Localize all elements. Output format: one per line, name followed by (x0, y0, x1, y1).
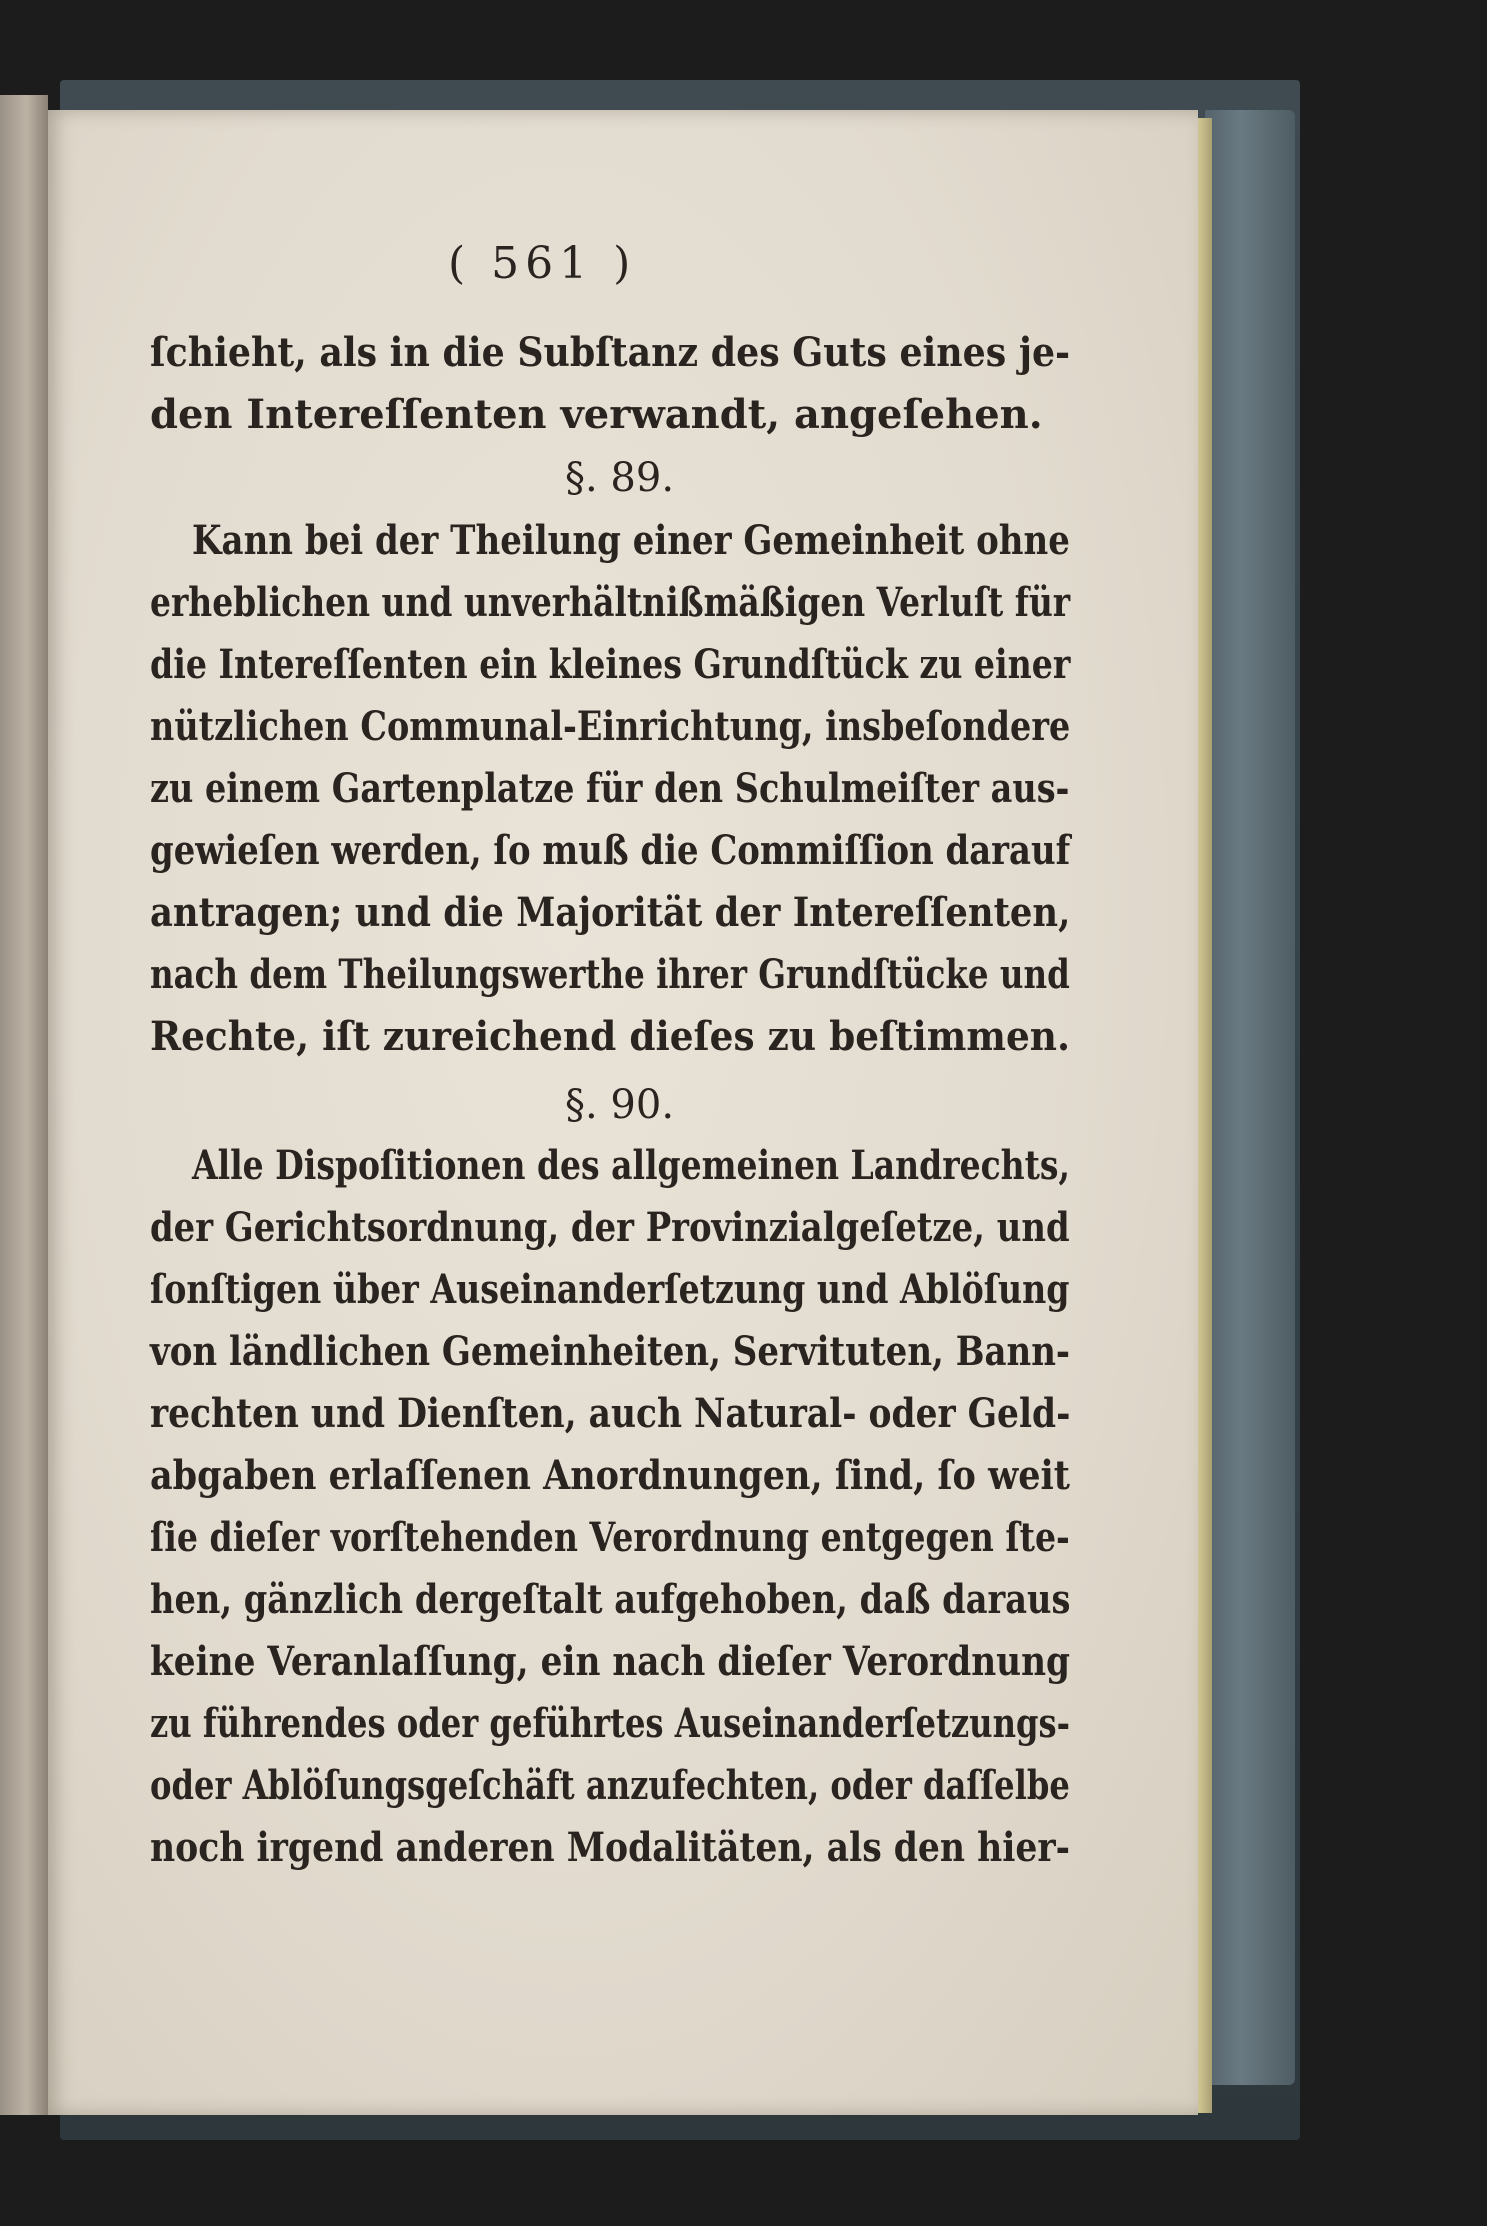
book-page (48, 110, 1198, 2115)
text-line: nach dem Theilungswerthe ihrer Grundſtücke und (150, 951, 1070, 998)
section-heading-90: §. 90. (565, 1082, 675, 1128)
text-line: keine Veranlaſſung, ein nach dieſer Verordnung (150, 1638, 1071, 1685)
text-line: ſchieht, als in die Subſtanz des Guts eines je- (150, 329, 1071, 376)
text-line: antragen; und die Majorität der Intereſſenten, (150, 889, 1071, 936)
text-line: abgaben erlaſſenen Anordnungen, ſind, ſo weit (150, 1452, 1070, 1499)
text-line: gewieſen werden, ſo muß die Commiſſion darauf (150, 827, 1071, 874)
cover-board-edge (1205, 110, 1295, 2085)
text-line: oder Ablöſungsgeſchäft anzufechten, oder daſſelbe (150, 1762, 1070, 1809)
page-number: ( 561 ) (448, 238, 637, 289)
text-line: Kann bei der Theilung einer Gemeinheit ohne (192, 517, 1070, 564)
text-line: von ländlichen Gemeinheiten, Servituten, Bann- (150, 1328, 1071, 1375)
text-line: nützlichen Communal-Einrichtung, insbeſondere (150, 703, 1071, 750)
text-line: ſie dieſer vorſtehenden Verordnung entgegen ſte- (150, 1514, 1070, 1561)
text-line: zu einem Gartenplatze für den Schulmeiſter aus- (150, 765, 1070, 812)
text-line: Rechte, iſt zureichend dieſes zu beſtimmen. (150, 1013, 1071, 1060)
text-line: ſonſtigen über Auseinanderſetzung und Ablöſung (150, 1266, 1070, 1313)
text-line: zu führendes oder geführtes Auseinanderſetzungs- (150, 1700, 1071, 1747)
text-line: Alle Dispoſitionen des allgemeinen Landrechts, (192, 1142, 1070, 1189)
section-heading-89: §. 89. (565, 455, 675, 501)
text-line: den Intereſſenten verwandt, angeſehen. (150, 391, 1043, 438)
facing-page-edge (0, 95, 48, 2115)
text-line: hen, gänzlich dergeſtalt aufgehoben, daß daraus (150, 1576, 1071, 1623)
text-line: erheblichen und unverhältnißmäßigen Verluſt für (150, 579, 1071, 626)
text-line: der Gerichtsordnung, der Provinzialgeſetze, und (150, 1204, 1070, 1251)
text-line: die Intereſſenten ein kleines Grundſtück zu einer (150, 641, 1071, 688)
text-line: noch irgend anderen Modalitäten, als den hier- (150, 1824, 1071, 1871)
text-line: rechten und Dienſten, auch Natural- oder Geld- (150, 1390, 1071, 1437)
